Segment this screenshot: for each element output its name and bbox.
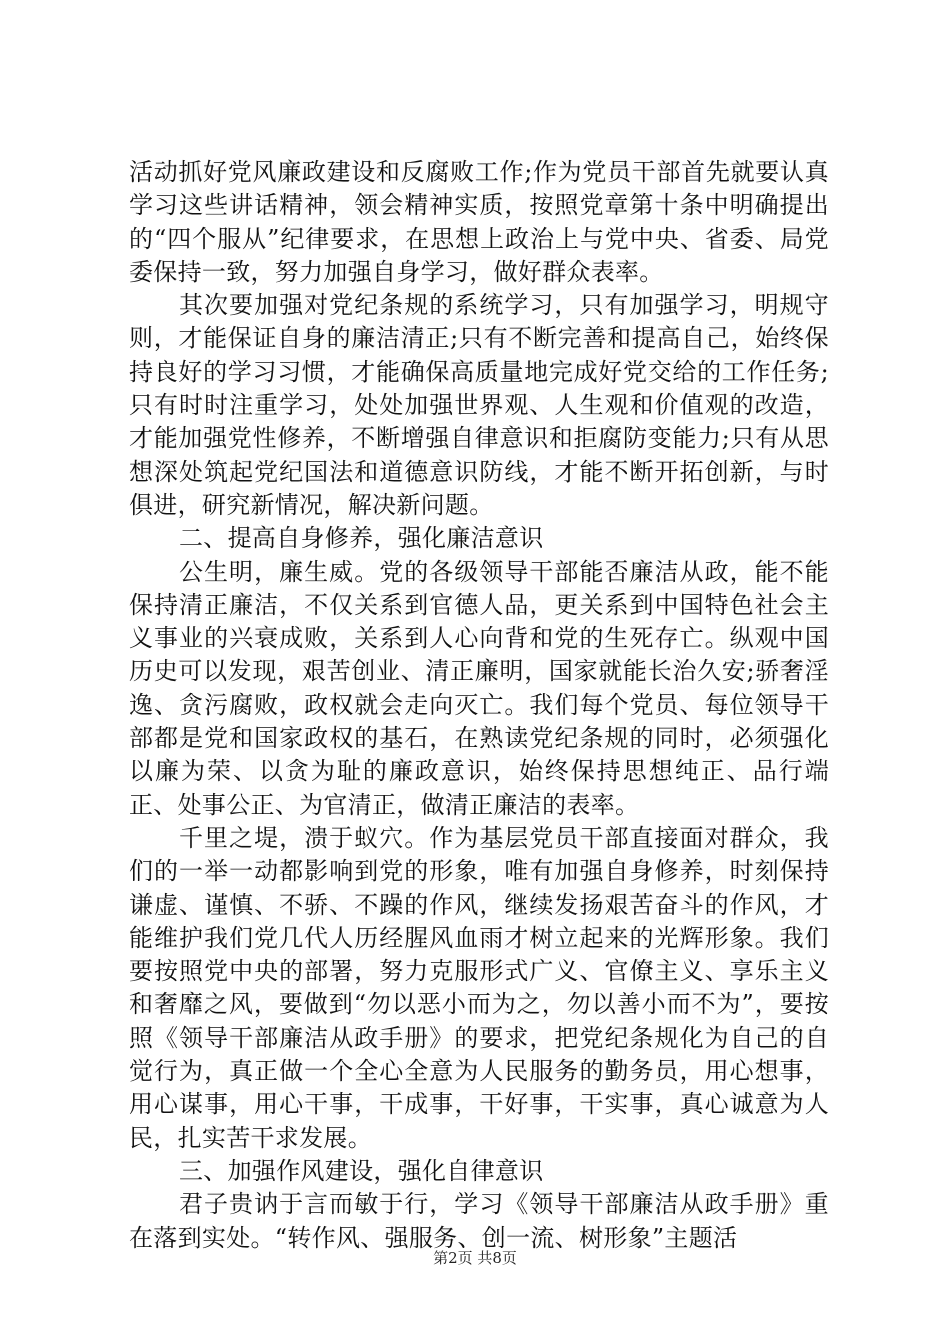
- paragraph-2: 其次要加强对党纪条规的系统学习，只有加强学习，明规守则，才能保证自身的廉洁清正;只有不断完善和提高自己，始终保持良好的学习习惯，才能确保高质量地完成好党交给的工作任务;只有时时注重学习，处处加强世界观、人生观和价值观的改造，才能加强党性修养，不断增强自律意识和拒腐防变能力;只有从思想深处筑起党纪国法和道德意识防线，才能不断开拓创新，与时俱进，研究新情况，解决新问题。: [129, 291, 829, 519]
- page-number-footer: 第2页 共8页: [433, 1249, 517, 1267]
- section-heading-2: 二、提高自身修养，强化廉洁意识: [179, 524, 544, 553]
- paragraph-1: 活动抓好党风廉政建设和反腐败工作;作为党员干部首先就要认真学习这些讲话精神，领会精神实质，按照党章第十条中明确提出的“四个服从”纪律要求，在思想上政治上与党中央、省委、局党委保持一致，努力加强自身学习，做好群众表率。: [129, 158, 829, 286]
- section-heading-3: 三、加强作风建设，强化自律意识: [179, 1156, 544, 1185]
- paragraph-5: 君子贵讷于言而敏于行，学习《领导干部廉洁从政手册》重在落到实处。“转作风、强服务、创一流、树形象”主题活: [129, 1190, 829, 1252]
- paragraph-3: 公生明，廉生威。党的各级领导干部能否廉洁从政，能不能保持清正廉洁，不仅关系到官德人品，更关系到中国特色社会主义事业的兴衰成败，关系到人心向背和党的生死存亡。纵观中国历史可以发现，艰苦创业、清正廉明，国家就能长治久安;骄奢淫逸、贪污腐败，政权就会走向灭亡。我们每个党员、每位领导干部都是党和国家政权的基石，在熟读党纪条规的同时，必须强化以廉为荣、以贪为耻的廉政意识，始终保持思想纯正、品行端正、处事公正、为官清正，做清正廉洁的表率。: [129, 557, 829, 819]
- document-body: [129, 156, 829, 1255]
- paragraph-4: 千里之堤，溃于蚁穴。作为基层党员干部直接面对群众，我们的一举一动都影响到党的形象，唯有加强自身修养，时刻保持谦虚、谨慎、不骄、不躁的作风，继续发扬艰苦奋斗的作风，才能维护我们党几代人历经腥风血雨才树立起来的光辉形象。我们要按照党中央的部署，努力克服形式广义、官僚主义、享乐主义和奢靡之风，要做到“勿以恶小而为之，勿以善小而不为”，要按照《领导干部廉洁从政手册》的要求，把党纪条规化为自己的自觉行为，真正做一个全心全意为人民服务的勤务员，用心想事，用心谋事，用心干事，干成事，干好事，干实事，真心诚意为人民，扎实苦干求发展。: [129, 823, 829, 1152]
